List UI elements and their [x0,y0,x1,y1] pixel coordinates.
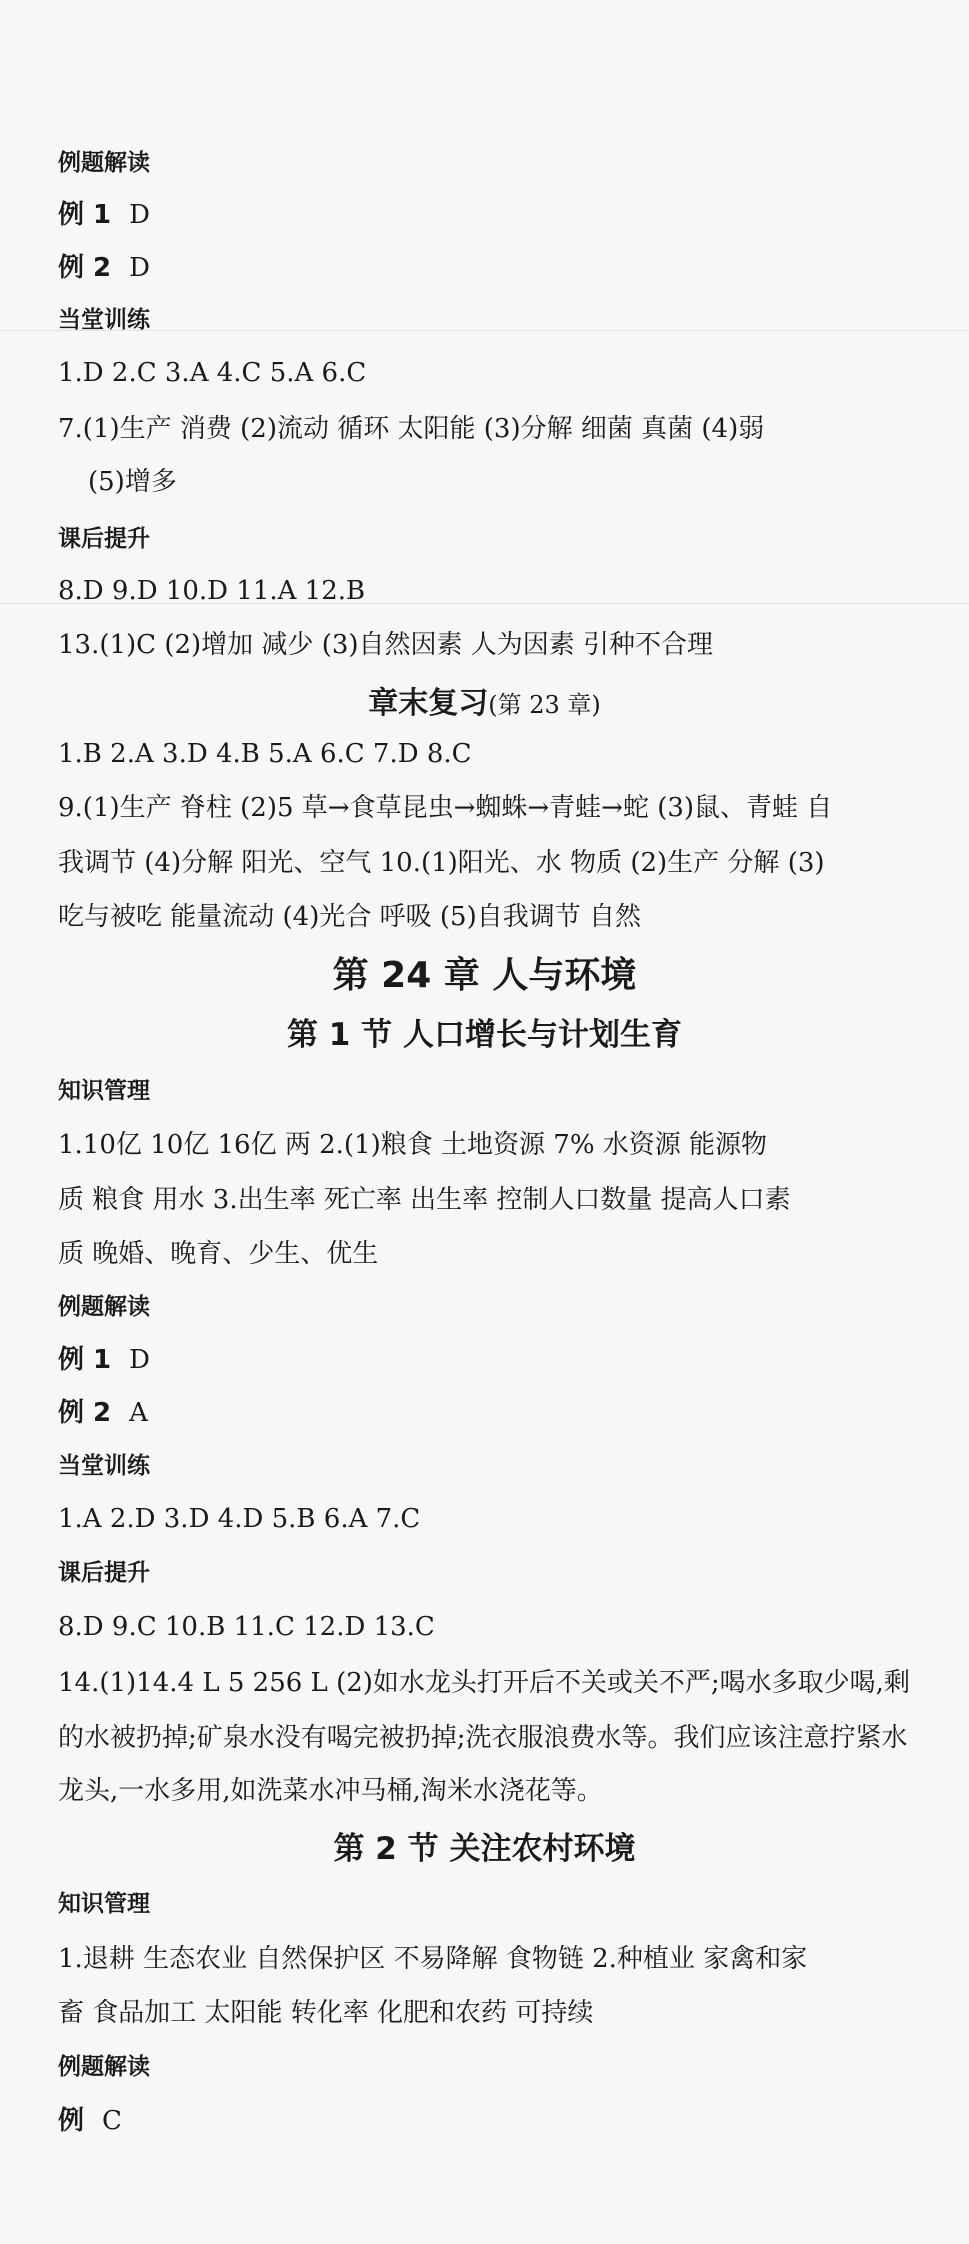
answer-line: 8.D 9.C 10.B 11.C 12.D 13.C [58,1612,435,1642]
heading-class-training: 当堂训练 [58,307,150,333]
heading-example-reading: 例题解读 [58,1294,150,1320]
answer-line: 龙头,一水多用,如洗菜水冲马桶,淘米水浇花等。 [58,1776,603,1806]
example-answer: 例 C [58,2106,122,2136]
chapter-review-title: 章末复习(第 23 章) [368,686,601,721]
answer-line: 吃与被吃 能量流动 (4)光合 呼吸 (5)自我调节 自然 [58,902,641,932]
answer-line: 1.B 2.A 3.D 4.B 5.A 6.C 7.D 8.C [58,739,472,769]
heading-example-reading: 例题解读 [58,2054,150,2080]
heading-after-class: 课后提升 [58,1560,150,1586]
heading-class-training: 当堂训练 [58,1453,150,1479]
example-1-answer: 例 1 D [58,1345,151,1375]
example-2-answer: 例 2 A [58,1398,148,1428]
answer-line: 1.退耕 生态农业 自然保护区 不易降解 食物链 2.种植业 家禽和家 [58,1944,808,1974]
answer-line: 1.10亿 10亿 16亿 两 2.(1)粮食 土地资源 7% 水资源 能源物 [58,1130,768,1160]
answer-line: 14.(1)14.4 L 5 256 L (2)如水龙头打开后不关或关不严;喝水多取少喝,剩 [58,1668,910,1698]
answer-line: 13.(1)C (2)增加 减少 (3)自然因素 人为因素 引种不合理 [58,630,714,660]
chapter-title: 第 24 章 人与环境 [332,955,637,996]
answer-line: 1.D 2.C 3.A 4.C 5.A 6.C [58,358,367,388]
answer-line: 质 晚婚、晚育、少生、优生 [58,1239,379,1269]
example-2-answer: 例 2 D [58,253,151,283]
answer-line: 质 粮食 用水 3.出生率 死亡率 出生率 控制人口数量 提高人口素 [58,1185,791,1215]
answer-line: 我调节 (4)分解 阳光、空气 10.(1)阳光、水 物质 (2)生产 分解 (3) [58,848,825,878]
answer-line: (5)增多 [88,467,177,497]
answer-line: 7.(1)生产 消费 (2)流动 循环 太阳能 (3)分解 细菌 真菌 (4)弱 [58,414,765,444]
answer-line: 1.A 2.D 3.D 4.D 5.B 6.A 7.C [58,1504,421,1534]
section-title: 第 1 节 人口增长与计划生育 [287,1017,682,1053]
section-title: 第 2 节 关注农村环境 [333,1831,636,1867]
heading-knowledge: 知识管理 [58,1078,150,1104]
heading-after-class: 课后提升 [58,526,150,552]
heading-knowledge: 知识管理 [58,1891,150,1917]
example-1-answer: 例 1 D [58,200,151,230]
answer-line: 的水被扔掉;矿泉水没有喝完被扔掉;洗衣服浪费水等。我们应该注意拧紧水 [58,1723,908,1753]
answer-line: 9.(1)生产 脊柱 (2)5 草→食草昆虫→蜘蛛→青蛙→蛇 (3)鼠、青蛙 自 [58,793,833,823]
answer-line: 畜 食品加工 太阳能 转化率 化肥和农药 可持续 [58,1998,594,2028]
heading-example-reading: 例题解读 [58,150,150,176]
answer-line: 8.D 9.D 10.D 11.A 12.B [58,576,366,606]
